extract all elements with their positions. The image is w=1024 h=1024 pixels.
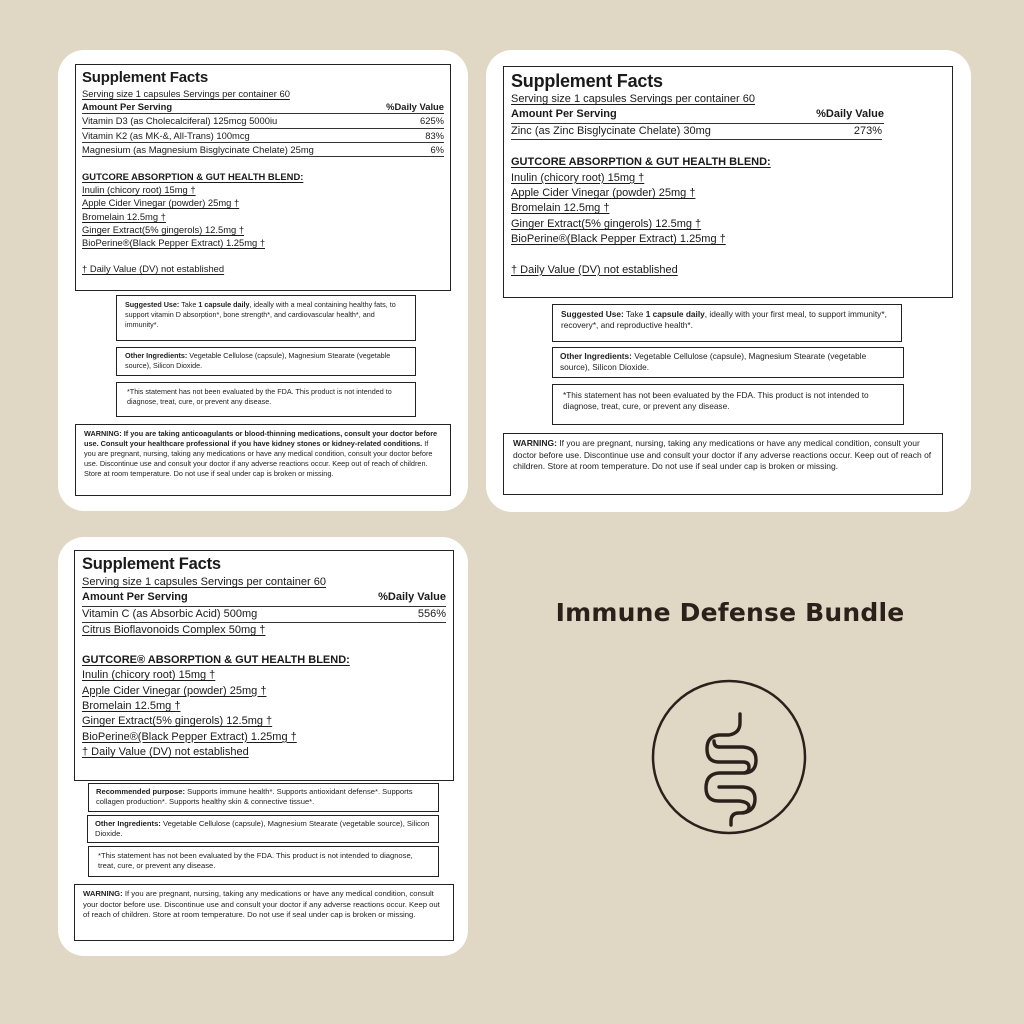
nutrient-name: Magnesium (as Magnesium Bisglycinate Chelate) 25mg: [82, 143, 314, 155]
supplement-facts-panel: [503, 66, 953, 298]
product-card-vitamin-d3-k2: [58, 50, 468, 511]
warning-text: If you are pregnant, nursing, taking any medications or have any medical condition, consult your doctor before use. Discontinue use and consult your doctor if any adverse reactions occur. Keep out of reach of children. Store at room temperature. Do not use if seal under cap is broken or missing.: [83, 889, 440, 920]
intestine-icon: [651, 679, 807, 835]
other-ingredients-box: [552, 347, 904, 378]
product-card-zinc: [486, 50, 971, 512]
warning-text: If you are pregnant, nursing, taking any medications or have any medical condition, consult your doctor before use. Discontinue use and consult your doctor if any adverse reactions occur. Keep out of reach of children. Store at room temperature. Do not use if seal under cap is broken or missing.: [513, 438, 932, 472]
blend-item: Apple Cider Vinegar (powder) 25mg †: [511, 187, 696, 200]
other-ingredients-box: [116, 347, 416, 376]
amount-per-serving-label: Amount Per Serving: [82, 591, 188, 604]
amount-header-row: [82, 590, 446, 606]
suggested-use-text: Take: [623, 309, 646, 319]
dosage: 1 capsule daily: [198, 300, 250, 309]
daily-value-label: %Daily Value: [386, 101, 444, 113]
nutrient-dv: 273%: [853, 124, 882, 137]
other-ingredients-text: Vegetable Cellulose (capsule), Magnesium Stearate (vegetable source), Silicon Dioxide.: [560, 351, 867, 373]
other-ingredients-text: Vegetable Cellulose (capsule), Magnesium Stearate (vegetable source), Silicon Dioxide.: [125, 351, 391, 370]
nutrient-name: Vitamin C (as Absorbic Acid) 500mg: [82, 607, 258, 620]
product-card-vitamin-c: [58, 537, 468, 956]
amount-per-serving-label: Amount Per Serving: [511, 108, 617, 121]
warning-box: [75, 424, 451, 496]
blend-item: BioPerine®(Black Pepper Extract) 1.25mg †: [511, 233, 726, 246]
nutrient-row: [82, 129, 444, 143]
blend-item: BioPerine®(Black Pepper Extract) 1.25mg †: [82, 730, 297, 743]
nutrient-row: [511, 124, 882, 140]
nutrient-dv: 6%: [430, 143, 444, 155]
blend-item: Inulin (chicory root) 15mg †: [82, 184, 196, 196]
nutrient-dv: 556%: [417, 607, 446, 620]
suggested-use-label: Suggested Use:: [561, 309, 624, 319]
nutrient-row: [82, 143, 444, 157]
blend-item: Ginger Extract(5% gingerols) 12.5mg †: [511, 217, 702, 230]
nutrient-dv: 625%: [420, 115, 444, 127]
supplement-facts-panel: [74, 550, 454, 781]
blend-title: GUTCORE ABSORPTION & GUT HEALTH BLEND:: [511, 156, 771, 169]
recommended-purpose-text: Supports immune health*. Supports antioxidant defense*. Supports collagen production*. Supports healthy skin & connective tissue*.: [96, 787, 413, 807]
extra-ingredient: Citrus Bioflavonoids Complex 50mg †: [82, 623, 266, 636]
warning-label: WARNING:: [513, 438, 557, 448]
suggested-use-box: [116, 295, 416, 341]
warning-bold-text: WARNING: If you are taking anticoagulants or blood-thinning medications, consult your doctor before use. Consult your healthcare professional if you have kidney stones or kidney-related conditions.: [84, 429, 438, 449]
dv-footnote: † Daily Value (DV) not established: [82, 263, 225, 275]
nutrient-name: Vitamin K2 (as MK-&, All-Trans) 100mcg: [82, 129, 250, 141]
suggested-use-text: Take: [179, 300, 199, 309]
other-ingredients-label: Other Ingredients:: [560, 351, 632, 361]
suggested-use-label: Suggested Use:: [125, 300, 180, 309]
recommended-purpose-box: [88, 783, 439, 812]
daily-value-label: %Daily Value: [816, 108, 884, 121]
warning-box: [503, 433, 943, 495]
nutrient-dv: 83%: [425, 129, 444, 141]
fda-disclaimer-box: [116, 382, 416, 417]
dosage: 1 capsule daily: [645, 309, 705, 319]
other-ingredients-text: Vegetable Cellulose (capsule), Magnesium Stearate (vegetable source), Silicon Dioxide.: [95, 819, 430, 839]
blend-title: GUTCORE ABSORPTION & GUT HEALTH BLEND:: [82, 171, 304, 183]
warning-label: WARNING:: [83, 889, 123, 898]
supplement-facts-panel: [75, 64, 451, 291]
blend-item: Bromelain 12.5mg †: [511, 202, 610, 215]
recommended-purpose-label: Recommended purpose:: [96, 787, 186, 796]
fda-disclaimer-box: [552, 384, 904, 425]
nutrient-name: Zinc (as Zinc Bisglycinate Chelate) 30mg: [511, 124, 711, 137]
warning-box: [74, 884, 454, 941]
facts-title: Supplement Facts: [82, 69, 208, 86]
warning-text: If you are pregnant, nursing, taking any medications or have any medical condition, consult your doctor before use. Discontinue use and consult your doctor if any adverse reactions occur. Keep out of reach of children. Store at room temperature. Do not use if seal under cap is broken or missing.: [84, 439, 433, 479]
other-ingredients-label: Other Ingredients:: [95, 819, 161, 828]
dv-footnote: † Daily Value (DV) not established: [82, 745, 249, 758]
amount-per-serving-label: Amount Per Serving: [82, 101, 173, 113]
nutrient-row: [82, 114, 444, 128]
facts-title: Supplement Facts: [511, 71, 663, 91]
serving-info: Serving size 1 capsules Servings per container 60: [82, 576, 326, 588]
other-ingredients-label: Other Ingredients:: [125, 351, 188, 360]
daily-value-label: %Daily Value: [378, 591, 446, 604]
amount-header-row: [511, 107, 884, 123]
suggested-use-box: [552, 304, 902, 342]
blend-item: Apple Cider Vinegar (powder) 25mg †: [82, 684, 267, 697]
serving-info: Serving size 1 capsules Servings per container 60: [82, 88, 290, 99]
fda-disclaimer-box: [88, 846, 439, 877]
nutrient-row: [82, 607, 446, 623]
blend-title: GUTCORE® ABSORPTION & GUT HEALTH BLEND:: [82, 654, 350, 667]
bundle-title: Immune Defense Bundle: [555, 598, 905, 627]
dv-footnote: † Daily Value (DV) not established: [511, 263, 678, 276]
blend-item: Bromelain 12.5mg †: [82, 700, 181, 713]
fda-disclaimer-text: *This statement has not been evaluated by the FDA. This product is not intended to diagnose, treat, cure, or prevent any disease.: [563, 390, 869, 412]
nutrient-name: Vitamin D3 (as Cholecalciferal) 125mcg 5000iu: [82, 115, 278, 127]
serving-info: Serving size 1 capsules Servings per container 60: [511, 93, 755, 105]
fda-disclaimer-text: *This statement has not been evaluated by the FDA. This product is not intended to diagnose, treat, cure, or prevent any disease.: [127, 387, 392, 406]
blend-item: Ginger Extract(5% gingerols) 12.5mg †: [82, 715, 273, 728]
suggested-use-text: , ideally with a meal containing healthy fats, to support vitamin D absorption*, bone strength*, and cardiovascular health*, and immunity*.: [125, 300, 396, 329]
other-ingredients-box: [87, 815, 439, 843]
suggested-use-text: , ideally with your first meal, to support immunity*, recovery*, and reproductive health*.: [561, 309, 887, 331]
blend-item: Apple Cider Vinegar (powder) 25mg †: [82, 197, 240, 209]
blend-item: BioPerine®(Black Pepper Extract) 1.25mg †: [82, 237, 266, 249]
blend-item: Bromelain 12.5mg †: [82, 210, 166, 222]
facts-title: Supplement Facts: [82, 555, 221, 573]
blend-item: Ginger Extract(5% gingerols) 12.5mg †: [82, 223, 245, 235]
blend-item: Inulin (chicory root) 15mg †: [82, 669, 216, 682]
blend-item: Inulin (chicory root) 15mg †: [511, 171, 645, 184]
fda-disclaimer-text: *This statement has not been evaluated by the FDA. This product is not intended to diagnose, treat, cure, or prevent any disease.: [98, 851, 413, 871]
amount-header-row: [82, 100, 444, 114]
